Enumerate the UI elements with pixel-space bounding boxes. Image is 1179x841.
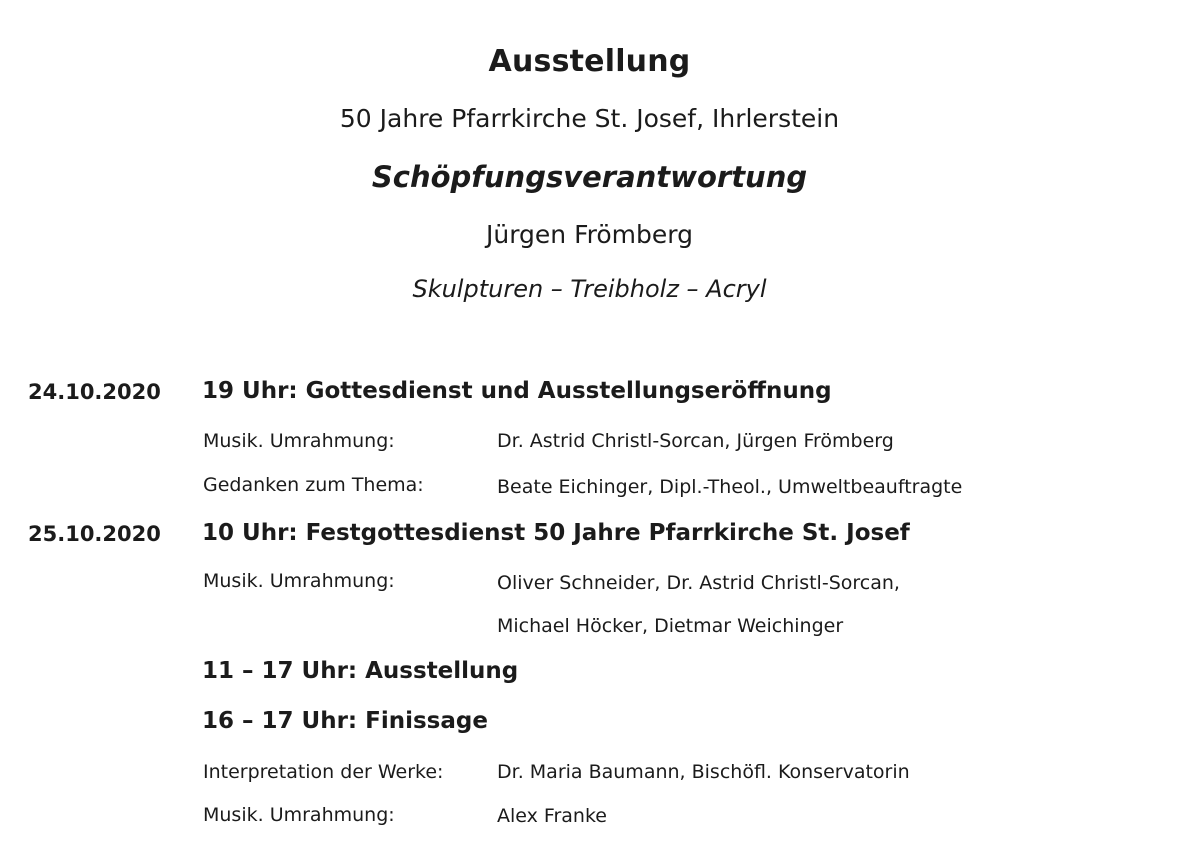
detail-value: Dr. Astrid Christl-Sorcan, Jürgen Frömberg [497, 430, 894, 452]
document-title: Ausstellung [488, 44, 691, 79]
exhibition-theme: Schöpfungsverantwortung [371, 160, 808, 194]
event-headline: 19 Uhr: Gottesdienst und Ausstellungseröffnung [202, 378, 832, 404]
detail-label: Musik. Umrahmung: [203, 430, 395, 452]
event-headline: 11 – 17 Uhr: Ausstellung [202, 658, 519, 684]
detail-value: Oliver Schneider, Dr. Astrid Christl-Sorcan, [497, 572, 900, 594]
artist-name: Jürgen Frömberg [486, 220, 693, 249]
detail-label: Gedanken zum Thema: [203, 474, 424, 496]
schedule-date: 25.10.2020 [28, 522, 161, 546]
detail-value-continued: Michael Höcker, Dietmar Weichinger [497, 615, 844, 637]
event-headline: 16 – 17 Uhr: Finissage [202, 708, 488, 734]
document-subtitle: 50 Jahre Pfarrkirche St. Josef, Ihrlerstein [339, 104, 840, 133]
detail-value: Beate Eichinger, Dipl.-Theol., Umweltbeauftragte [497, 476, 963, 498]
detail-label: Interpretation der Werke: [203, 761, 444, 783]
detail-label: Musik. Umrahmung: [203, 804, 395, 826]
schedule-date: 24.10.2020 [28, 380, 161, 404]
detail-value: Dr. Maria Baumann, Bischöfl. Konservatorin [497, 761, 910, 783]
detail-label: Musik. Umrahmung: [203, 570, 395, 592]
detail-value: Alex Franke [497, 805, 607, 827]
exhibition-media: Skulpturen – Treibholz – Acryl [412, 275, 767, 303]
event-headline: 10 Uhr: Festgottesdienst 50 Jahre Pfarrkirche St. Josef [202, 520, 910, 546]
